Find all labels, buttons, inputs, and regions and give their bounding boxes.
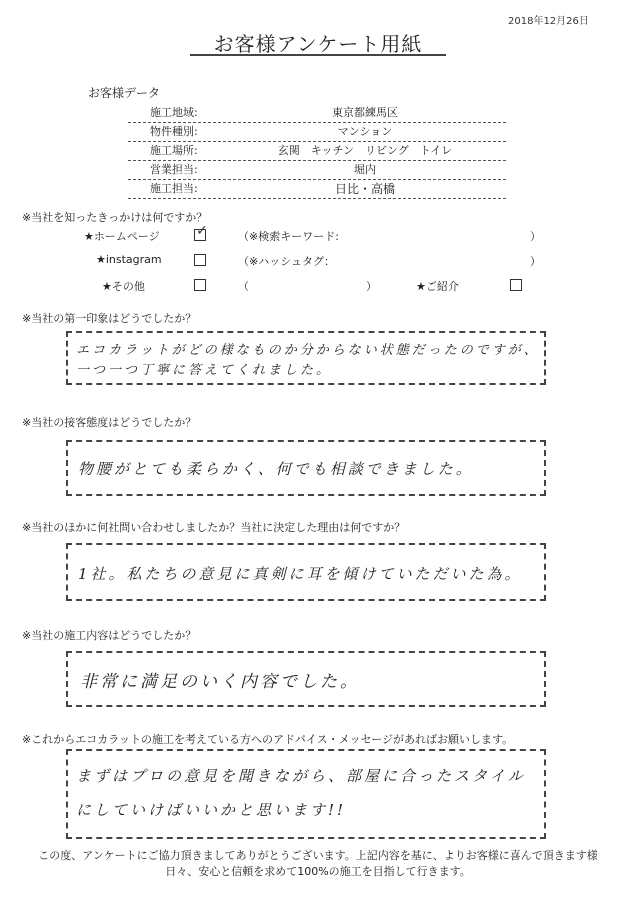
customer-row-label: 施工場所: — [150, 144, 198, 157]
customer-row-installer — [128, 180, 506, 199]
question-construction-content: ※当社の施工内容はどうでしたか？ — [22, 629, 197, 642]
option-other-label: ★その他 — [102, 280, 145, 293]
question-advice-message: ※これからエコカラットの施工を考えている方へのアドバイス・メッセージがあればお願いします。 — [22, 733, 514, 746]
handwritten-answer-line: 非常に満足のいく内容でした。 — [80, 672, 360, 692]
customer-row-label: 施工担当: — [150, 182, 198, 195]
customer-row-value: マンション — [337, 125, 393, 138]
question-how-found: ※当社を知ったきっかけは何ですか？ — [22, 211, 208, 224]
footer-message-line-2: 日々、安心と信頼を求めて100%の施工を目指して行きます。 — [165, 865, 471, 878]
customer-row-label: 施工地域: — [150, 106, 198, 119]
referral-checkbox[interactable] — [510, 279, 522, 291]
search-keyword-label: （※検索キーワード: — [238, 230, 339, 243]
instagram-checkbox[interactable] — [194, 254, 206, 266]
check-mark-icon: ✓ — [196, 223, 208, 239]
customer-row-value: 日比・高橋 — [334, 182, 395, 196]
survey-date: 2018年12月26日 — [508, 16, 589, 27]
customer-row-value: 東京都練馬区 — [332, 106, 398, 119]
customer-row-area — [128, 104, 506, 123]
customer-data-label: お客様データ — [88, 86, 161, 100]
answer-box-first-impression — [66, 331, 546, 385]
customer-row-property-type — [128, 123, 506, 142]
customer-row-label: 物件種別: — [150, 125, 198, 138]
title-underline — [190, 54, 446, 56]
answer-box-customer-service — [66, 440, 546, 496]
paren-close: ） — [530, 255, 541, 268]
question-first-impression: ※当社の第一印象はどうでしたか？ — [22, 312, 197, 325]
paren-open: （ — [238, 280, 249, 293]
paren-close: ） — [530, 230, 541, 243]
question-other-companies: ※当社のほかに何社問い合わせしましたか？当社に決定した理由は何ですか？ — [22, 521, 406, 534]
answer-box-construction-content — [66, 651, 546, 707]
customer-data-table — [128, 104, 506, 199]
handwritten-answer-line: まずはプロの意見を聞きながら、部屋に合ったスタイル — [76, 767, 526, 785]
customer-row-value: 堀内 — [354, 163, 376, 176]
homepage-checkbox[interactable] — [194, 223, 208, 241]
customer-row-value: 玄関 キッチン リビング トイレ — [277, 144, 453, 157]
customer-row-location — [128, 142, 506, 161]
option-homepage-label: ★ホームページ — [84, 230, 160, 243]
paren-close: ） — [366, 280, 377, 293]
handwritten-answer-line: 1社。私たちの意見に真剣に耳を傾けていただいた為。 — [78, 565, 523, 583]
handwritten-answer-line: 一つ一つ丁寧に答えてくれました。 — [76, 363, 333, 378]
option-referral-label: ★ご紹介 — [416, 280, 459, 293]
question-customer-service: ※当社の接客態度はどうでしたか？ — [22, 416, 197, 429]
customer-row-sales-rep — [128, 161, 506, 180]
answer-box-advice-message — [66, 749, 546, 839]
other-checkbox[interactable] — [194, 279, 206, 291]
hashtag-label: （※ハッシュタグ： — [238, 255, 335, 268]
answer-box-other-companies — [66, 543, 546, 601]
footer-message-line-1: この度、アンケートにご協力頂きましてありがとうございます。上記内容を基に、よりお客様に喜んで頂きます様 — [38, 849, 598, 862]
page-title: お客様アンケート用紙 — [213, 32, 423, 56]
handwritten-answer-line: 物腰がとても柔らかく、何でも相談できました。 — [78, 460, 474, 478]
handwritten-answer-line: エコカラットがどの様なものか分からない状態だったのですが、 — [76, 343, 540, 358]
handwritten-answer-line: にしていけばいいかと思います!! — [76, 801, 347, 819]
customer-row-label: 営業担当: — [150, 163, 198, 176]
option-instagram-label: ★instagram — [96, 253, 162, 266]
